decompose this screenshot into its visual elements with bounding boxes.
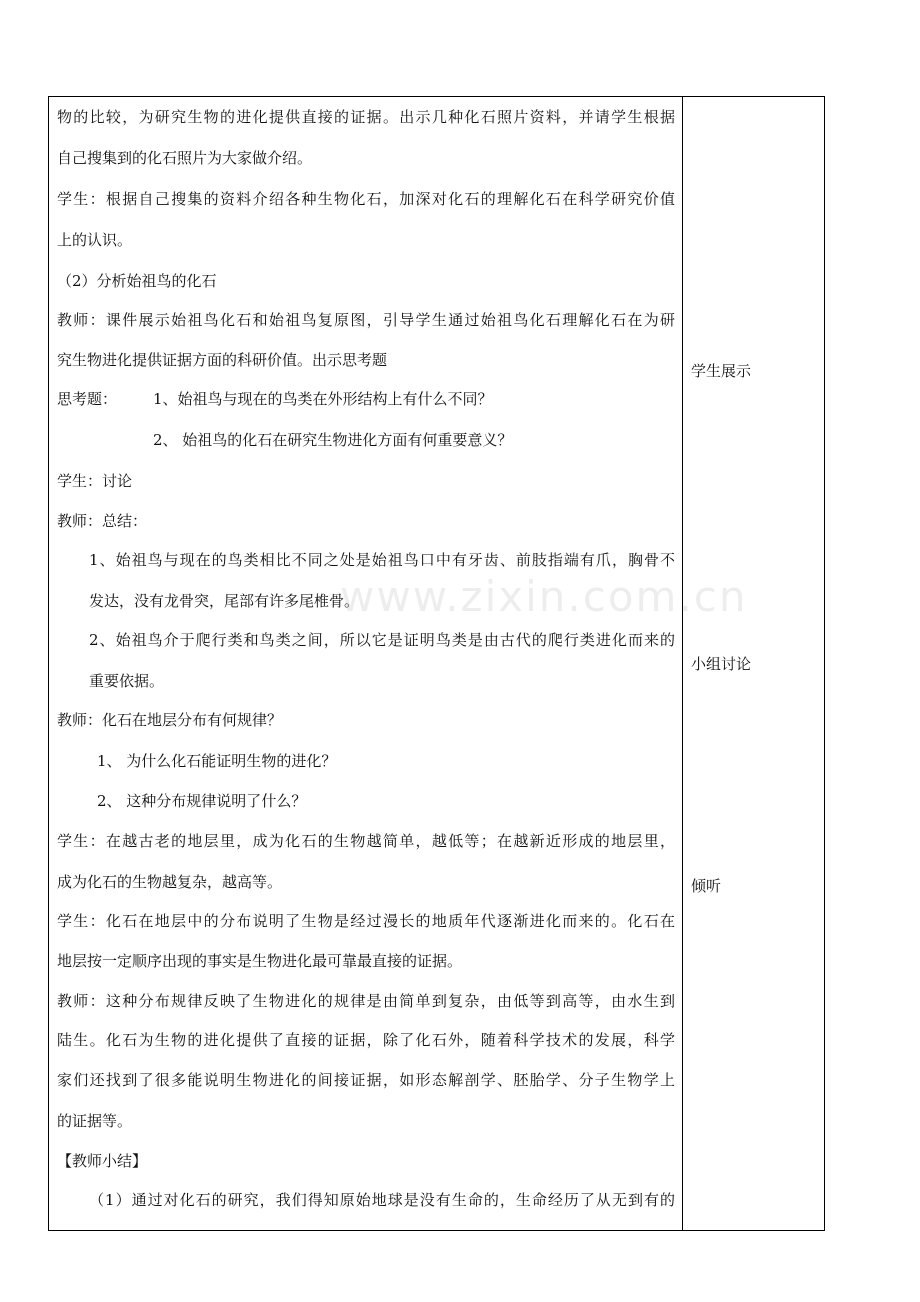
text-line: 家们还找到了很多能说明生物进化的间接证据，如形态解剖学、胚胎学、分子生物学上 bbox=[57, 1071, 675, 1089]
text-line: （1）通过对化石的研究，我们得知原始地球是没有生命的，生命经历了从无到有的 bbox=[89, 1191, 675, 1209]
text-line: 学生：根据自己搜集的资料介绍各种生物化石，加深对化石的理解化石在科学研究价值 bbox=[57, 190, 675, 208]
question-item: 2、 始祖鸟的化石在研究生物进化方面有何重要意义？ bbox=[153, 431, 513, 449]
text-line: 的证据等。 bbox=[57, 1112, 133, 1130]
teaching-process-column bbox=[49, 97, 682, 1230]
text-line: 自己搜集到的化石照片为大家做介绍。 bbox=[57, 149, 313, 167]
text-line: 学生：在越古老的地层里，成为化石的生物越简单，越低等；在越新近形成的地层里， bbox=[57, 832, 675, 850]
question-label: 思考题： bbox=[57, 390, 118, 408]
text-line: 究生物进化提供证据方面的科研价值。出示思考题 bbox=[57, 351, 388, 369]
list-item: 2、 这种分布规律说明了什么？ bbox=[97, 792, 307, 810]
lesson-table bbox=[48, 96, 825, 1231]
question-item: 1、始祖鸟与现在的鸟类在外形结构上有什么不同？ bbox=[153, 390, 493, 408]
side-note: 学生展示 bbox=[691, 362, 752, 380]
text-line: 学生：讨论 bbox=[57, 472, 133, 490]
text-line: 陆生。化石为生物的进化提供了直接的证据，除了化石外，随着科学技术的发展，科学 bbox=[57, 1031, 675, 1049]
text-line: 学生：化石在地层中的分布说明了生物是经过漫长的地质年代逐渐进化而来的。化石在 bbox=[57, 912, 675, 930]
summary-item: 发达，没有龙骨突，尾部有许多尾椎骨。 bbox=[89, 592, 360, 610]
text-line: 物的比较，为研究生物的进化提供直接的证据。出示几种化石照片资料，并请学生根据 bbox=[57, 108, 675, 126]
text-line: 教师：课件展示始祖鸟化石和始祖鸟复原图，引导学生通过始祖鸟化石理解化石在为研 bbox=[57, 311, 675, 329]
side-note: 倾听 bbox=[691, 877, 722, 895]
summary-item: 重要依据。 bbox=[89, 672, 165, 690]
text-line: 教师：这种分布规律反映了生物进化的规律是由简单到复杂，由低等到高等，由水生到 bbox=[57, 992, 675, 1010]
text-line: 成为化石的生物越复杂，越高等。 bbox=[57, 873, 283, 891]
summary-item: 2、始祖鸟介于爬行类和鸟类之间，所以它是证明鸟类是由古代的爬行类进化而来的 bbox=[89, 631, 675, 649]
list-item: 1、 为什么化石能证明生物的进化？ bbox=[97, 752, 337, 770]
watermark: www.zixin.com.cn bbox=[340, 572, 748, 621]
text-line: 教师：总结： bbox=[57, 512, 148, 530]
summary-item: 1、始祖鸟与现在的鸟类相比不同之处是始祖鸟口中有牙齿、前肢指端有爪，胸骨不 bbox=[89, 551, 675, 569]
student-activity-column bbox=[683, 97, 825, 1230]
side-note: 小组讨论 bbox=[691, 655, 752, 673]
text-line: 教师：化石在地层分布有何规律？ bbox=[57, 711, 283, 729]
section-heading: （2）分析始祖鸟的化石 bbox=[57, 272, 217, 290]
section-heading: 【教师小结】 bbox=[57, 1152, 148, 1170]
text-line: 地层按一定顺序出现的事实是生物进化最可靠最直接的证据。 bbox=[57, 952, 463, 970]
text-line: 上的认识。 bbox=[57, 231, 133, 249]
